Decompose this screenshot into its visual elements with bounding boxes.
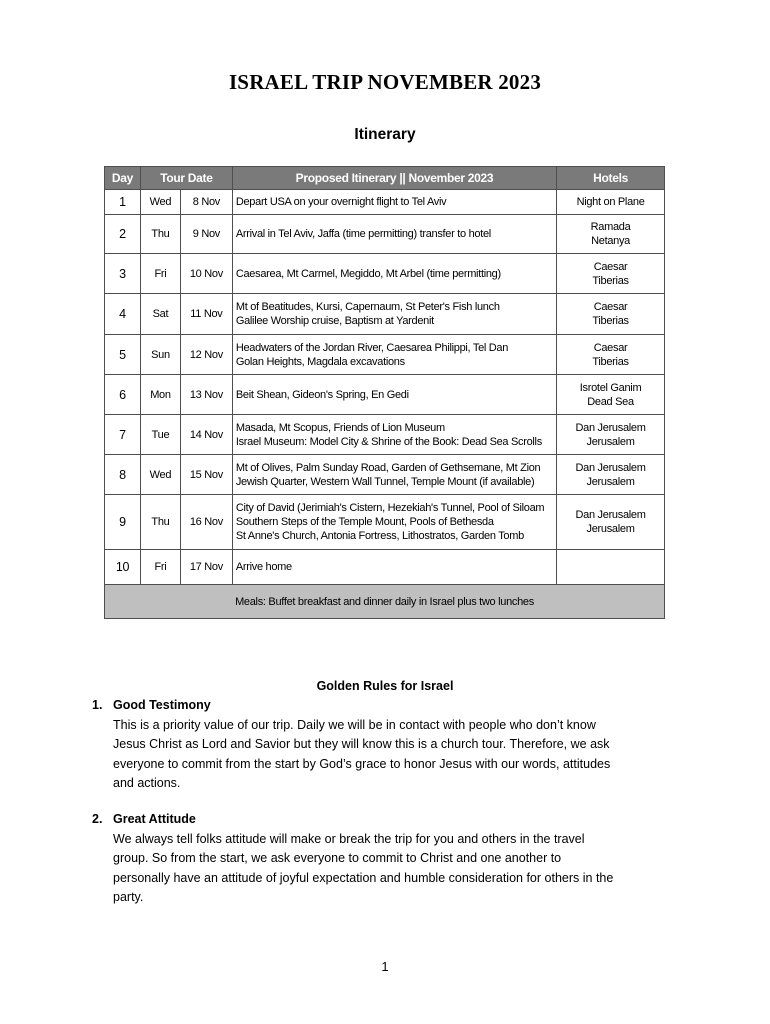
itinerary-cell xyxy=(232,254,556,294)
rule-line: We always tell folks attitude will make or break the trip for you and others in the travel xyxy=(113,831,585,846)
itinerary-line: Masada, Mt Scopus, Friends of Lion Museum xyxy=(235,421,445,434)
itinerary-row xyxy=(105,190,665,215)
itinerary-line: Headwaters of the Jordan River, Caesarea Philippi, Tel Dan xyxy=(235,341,509,354)
golden-rules-title: Golden Rules for Israel xyxy=(316,679,454,693)
date-cell: 9 Nov xyxy=(180,215,232,254)
header-itinerary: Proposed Itinerary || November 2023 xyxy=(232,167,556,190)
itinerary-line: Galilee Worship cruise, Baptism at Yardenit xyxy=(235,315,434,327)
hotel-line: Caesar xyxy=(593,341,628,354)
hotel-line: Dan Jerusalem xyxy=(575,421,646,434)
weekday-cell: Sun xyxy=(140,335,180,375)
rule-line: party. xyxy=(113,890,144,904)
date-cell: 17 Nov xyxy=(180,550,232,585)
hotel-line: Dead Sea xyxy=(587,395,634,408)
day-cell: 3 xyxy=(105,254,141,294)
hotel-line: Jerusalem xyxy=(586,475,635,488)
hotel-cell xyxy=(557,335,665,375)
day-cell: 6 xyxy=(105,375,141,415)
hotel-line: Netanya xyxy=(591,235,630,247)
itinerary-row xyxy=(105,455,665,495)
date-cell: 15 Nov xyxy=(180,455,232,495)
meals-note: Meals: Buffet breakfast and dinner daily in Israel plus two lunches xyxy=(105,585,665,619)
hotel-line: Dan Jerusalem xyxy=(575,461,646,474)
weekday-cell: Fri xyxy=(140,550,180,585)
rule-heading: Good Testimony xyxy=(113,698,211,712)
itinerary-row xyxy=(105,495,665,550)
hotel-line: Caesar xyxy=(593,260,628,273)
date-cell: 11 Nov xyxy=(180,294,232,335)
date-cell: 13 Nov xyxy=(180,375,232,415)
itinerary-row xyxy=(105,254,665,294)
rule-good-testimony xyxy=(92,696,692,794)
rule-line: This is a priority value of our trip. Daily we will be in contact with people who don’t know xyxy=(113,717,596,732)
hotel-line: Tiberias xyxy=(592,315,629,327)
hotel-cell xyxy=(557,375,665,415)
rule-number: 2. xyxy=(92,812,103,826)
weekday-cell: Wed xyxy=(140,190,180,215)
date-cell: 8 Nov xyxy=(180,190,232,215)
rule-heading: Great Attitude xyxy=(113,812,196,826)
itinerary-table xyxy=(104,166,665,619)
hotel-cell xyxy=(557,415,665,455)
itinerary-line: Mt of Beatitudes, Kursi, Capernaum, St Peter's Fish lunch xyxy=(235,301,500,313)
hotel-cell xyxy=(557,455,665,495)
hotel-line: Tiberias xyxy=(592,355,629,368)
weekday-cell: Fri xyxy=(140,254,180,294)
itinerary-line: Beit Shean, Gideon's Spring, En Gedi xyxy=(235,388,409,401)
day-cell: 10 xyxy=(105,550,141,585)
day-cell: 9 xyxy=(105,495,141,550)
hotel-line: Jerusalem xyxy=(586,523,635,535)
itinerary-cell xyxy=(232,415,556,455)
hotel-cell xyxy=(557,254,665,294)
itinerary-line: Southern Steps of the Temple Mount, Pools of Bethesda xyxy=(235,516,494,528)
meals-footer-row xyxy=(105,585,665,619)
itinerary-line: Caesarea, Mt Carmel, Megiddo, Mt Arbel (time permitting) xyxy=(235,267,501,280)
document-title: ISRAEL TRIP NOVEMBER 2023 xyxy=(228,70,542,94)
weekday-cell: Sat xyxy=(140,294,180,335)
hotel-line: Isrotel Ganim xyxy=(579,381,642,394)
page-number: 1 xyxy=(381,959,389,974)
day-cell: 4 xyxy=(105,294,141,335)
hotel-line: Jerusalem xyxy=(586,435,635,448)
rule-line: group. So from the start, we ask everyone to commit to Christ and one another to xyxy=(113,851,562,865)
hotel-cell xyxy=(557,190,665,215)
itinerary-row xyxy=(105,550,665,585)
weekday-cell: Thu xyxy=(140,215,180,254)
rule-line: everyone to commit from the start by God’s grace to honor Jesus with our words, attitudes xyxy=(113,756,611,771)
itinerary-line: Depart USA on your overnight flight to Tel Aviv xyxy=(235,196,447,208)
itinerary-line: Mt of Olives, Palm Sunday Road, Garden of Gethsemane, Mt Zion xyxy=(235,461,541,474)
itinerary-row xyxy=(105,375,665,415)
weekday-cell: Tue xyxy=(140,415,180,455)
date-cell: 14 Nov xyxy=(180,415,232,455)
hotel-line: Tiberias xyxy=(592,274,629,287)
hotel-line: Caesar xyxy=(593,301,628,313)
itinerary-line: City of David (Jerimiah's Cistern, Hezekiah's Tunnel, Pool of Siloam xyxy=(235,502,545,514)
rule-body xyxy=(113,830,692,908)
weekday-cell: Mon xyxy=(140,375,180,415)
rule-line: and actions. xyxy=(113,776,181,790)
rule-great-attitude xyxy=(92,810,692,908)
weekday-cell: Thu xyxy=(140,495,180,550)
itinerary-cell xyxy=(232,335,556,375)
itinerary-cell xyxy=(232,550,556,585)
date-cell: 16 Nov xyxy=(180,495,232,550)
weekday-cell: Wed xyxy=(140,455,180,495)
itinerary-line: Arrive home xyxy=(235,561,292,573)
hotel-cell xyxy=(557,215,665,254)
header-tour-date: Tour Date xyxy=(140,167,232,190)
rule-number: 1. xyxy=(92,698,103,712)
hotel-line: Dan Jerusalem xyxy=(575,509,646,521)
hotel-line: Ramada xyxy=(590,221,631,233)
itinerary-cell xyxy=(232,215,556,254)
itinerary-row xyxy=(105,335,665,375)
hotel-cell xyxy=(557,294,665,335)
itinerary-subtitle: Itinerary xyxy=(354,126,416,143)
itinerary-line: Arrival in Tel Aviv, Jaffa (time permitting) transfer to hotel xyxy=(235,228,491,240)
itinerary-cell xyxy=(232,455,556,495)
itinerary-cell xyxy=(232,294,556,335)
itinerary-line: St Anne's Church, Antonia Fortress, Lithostratos, Garden Tomb xyxy=(235,530,524,542)
date-cell: 12 Nov xyxy=(180,335,232,375)
itinerary-line: Jewish Quarter, Western Wall Tunnel, Temple Mount (if available) xyxy=(235,475,535,488)
hotel-cell xyxy=(557,495,665,550)
day-cell: 5 xyxy=(105,335,141,375)
itinerary-row xyxy=(105,415,665,455)
day-cell: 2 xyxy=(105,215,141,254)
hotel-cell xyxy=(557,550,665,585)
day-cell: 1 xyxy=(105,190,141,215)
table-header-row xyxy=(105,167,665,190)
rule-line: personally have an attitude of joyful expectation and humble consideration for others in the xyxy=(113,870,614,885)
itinerary-line: Israel Museum: Model City & Shrine of the Book: Dead Sea Scrolls xyxy=(235,435,542,448)
itinerary-cell xyxy=(232,190,556,215)
date-cell: 10 Nov xyxy=(180,254,232,294)
day-cell: 7 xyxy=(105,415,141,455)
header-hotels: Hotels xyxy=(557,167,665,190)
rule-body xyxy=(113,716,692,794)
itinerary-cell xyxy=(232,495,556,550)
itinerary-line: Golan Heights, Magdala excavations xyxy=(235,355,405,368)
hotel-line: Night on Plane xyxy=(576,196,645,208)
itinerary-cell xyxy=(232,375,556,415)
rule-line: Jesus Christ as Lord and Savior but they will know this is a church tour. Therefore, we ask xyxy=(113,737,610,751)
itinerary-row xyxy=(105,294,665,335)
header-day: Day xyxy=(105,167,141,190)
itinerary-row xyxy=(105,215,665,254)
day-cell: 8 xyxy=(105,455,141,495)
